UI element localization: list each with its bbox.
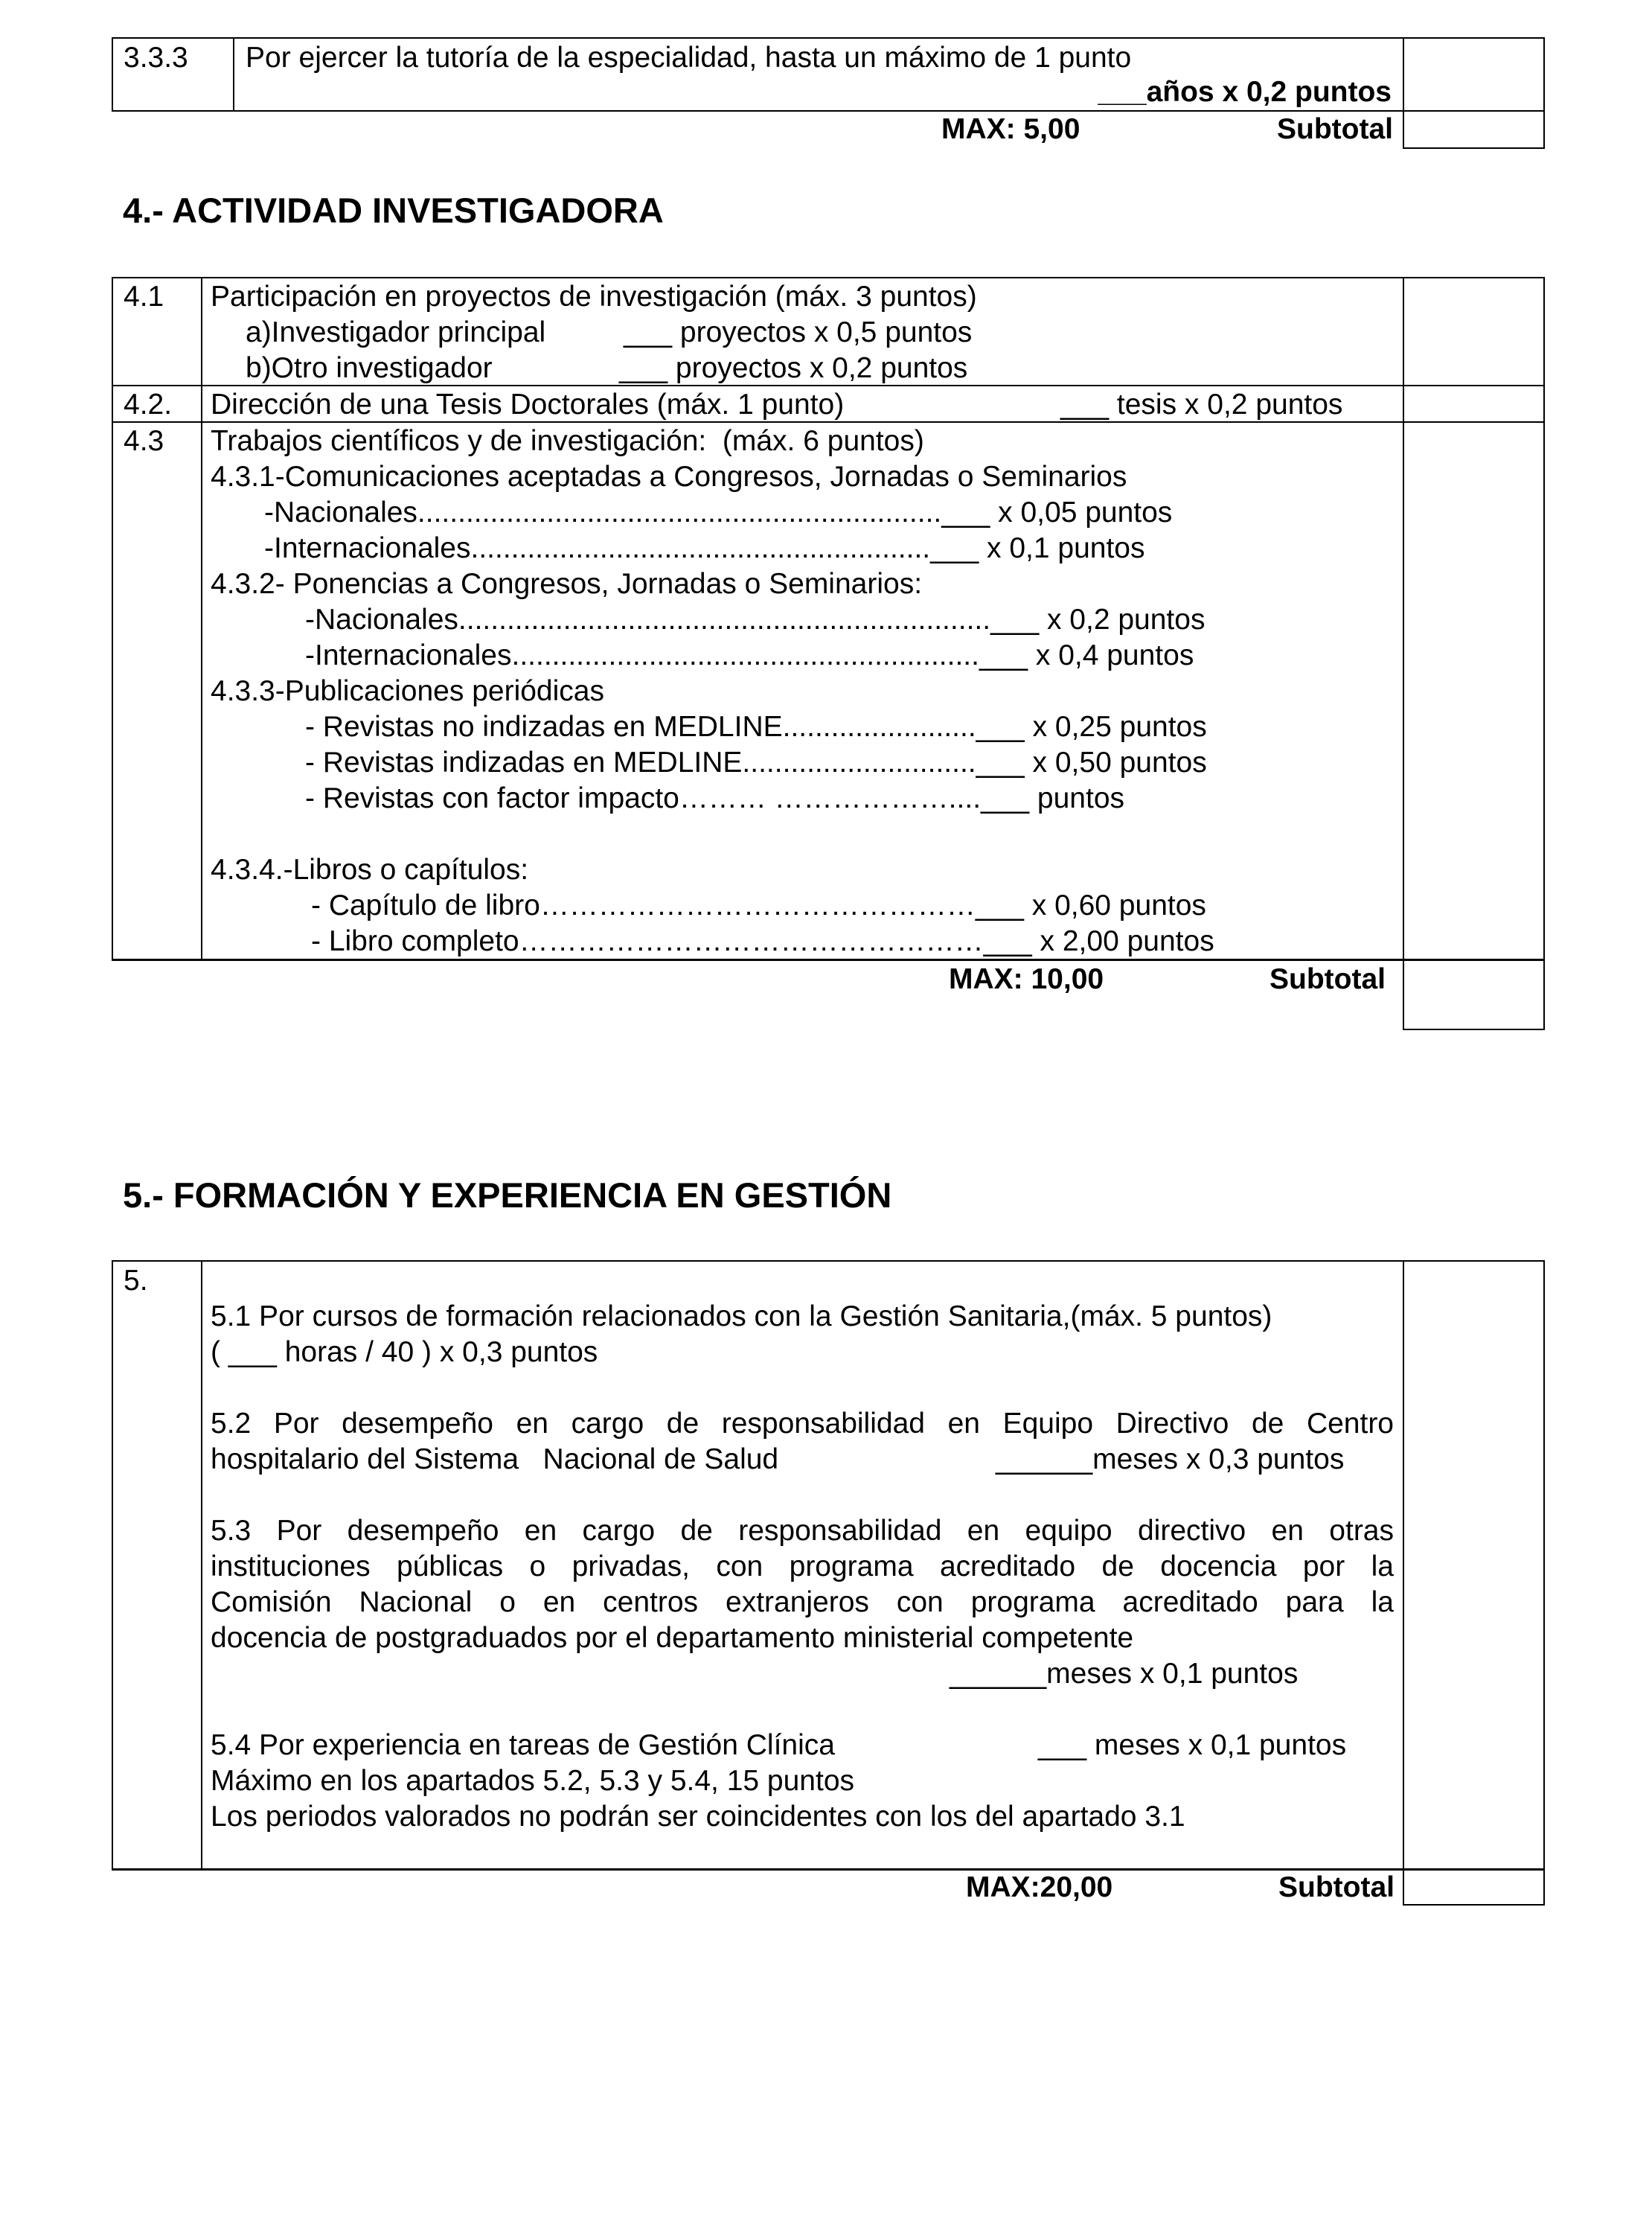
row-text: Participación en proyectos de investigación (máx. 3 puntos) — [211, 281, 977, 313]
col-divider — [233, 37, 234, 112]
row-code: 4.2. — [124, 389, 173, 421]
subsection-433: 4.3.3-Publicaciones periódicas — [211, 675, 604, 707]
row-formula: ___ proyectos x 0,2 puntos — [619, 352, 968, 384]
row-text: Dirección de una Tesis Doctorales (máx. 1 punto) — [211, 389, 845, 421]
row-code: 5. — [124, 1265, 148, 1297]
line-item: - Revistas indizadas en MEDLINE.............................___ x 0,50 puntos — [305, 747, 1207, 779]
item-text: 5.1 Por cursos de formación relacionados con la Gestión Sanitaria,(máx. 5 puntos) — [211, 1300, 1272, 1332]
col-divider — [1403, 277, 1404, 960]
item-text: docencia de postgraduados por el departamento ministerial competente — [211, 1622, 1134, 1654]
col-divider — [201, 1260, 202, 1870]
subsection-434: 4.3.4.-Libros o capítulos: — [211, 854, 529, 886]
item-formula: ______meses x 0,1 puntos — [950, 1658, 1299, 1690]
row-formula: ___ proyectos x 0,5 puntos — [624, 316, 973, 348]
row-formula: ___ tesis x 0,2 puntos — [1060, 389, 1343, 421]
line-item: -Internacionales.........................................................___ x 0,1 puntos — [264, 532, 1145, 564]
item-text: instituciones públicas o privadas, con programa acreditado de docencia por la — [211, 1550, 1394, 1582]
subtotal-label: Subtotal — [1277, 113, 1393, 145]
col-divider — [1403, 1260, 1404, 1870]
item-note: Máximo en los apartados 5.2, 5.3 y 5.4, 15 puntos — [211, 1765, 855, 1797]
subtotal-label: Subtotal — [1278, 1871, 1395, 1903]
max-label: MAX:20,00 — [966, 1871, 1113, 1903]
item-text: 5.3 Por desempeño en cargo de responsabilidad en equipo directivo en otras — [211, 1515, 1394, 1547]
item-text: Comisión Nacional o en centros extranjeros con programa acreditado para la — [211, 1586, 1394, 1618]
line-item: -Nacionales.................................................................___ x 0,05 puntos — [264, 496, 1173, 528]
subtotal-field[interactable] — [1403, 1868, 1545, 1906]
row-subitem: a)Investigador principal — [246, 316, 546, 348]
line-item: - Revistas no indizadas en MEDLINE........................___ x 0,25 puntos — [305, 711, 1207, 743]
row-divider — [112, 959, 1545, 961]
item-text: 5.4 Por experiencia en tareas de Gestión Clínica — [211, 1729, 835, 1761]
max-label: MAX: 5,00 — [941, 113, 1080, 145]
section-4-title: 4.- ACTIVIDAD INVESTIGADORA — [123, 191, 664, 230]
col-divider — [1403, 37, 1404, 112]
item-text: hospitalario del Sistema Nacional de Salud — [211, 1443, 779, 1475]
row-code: 3.3.3 — [124, 42, 188, 74]
row-text: Por ejercer la tutoría de la especialidad, hasta un máximo de 1 punto — [246, 42, 1132, 74]
item-text: 5.2 Por desempeño en cargo de responsabilidad en Equipo Directivo de Centro — [211, 1408, 1394, 1440]
section-5-title: 5.- FORMACIÓN Y EXPERIENCIA EN GESTIÓN — [123, 1175, 892, 1215]
row-text: Trabajos científicos y de investigación: (máx. 6 puntos) — [211, 425, 924, 457]
row-code: 4.1 — [124, 281, 164, 313]
line-item: - Capítulo de libro………………………………………___ x 0,60 puntos — [311, 889, 1206, 922]
line-item: -Internacionales..........................................................___ x 0,4 puntos — [305, 639, 1194, 671]
row-code: 4.3 — [124, 425, 164, 457]
subtotal-label: Subtotal — [1270, 963, 1386, 995]
subsection-431: 4.3.1-Comunicaciones aceptadas a Congresos, Jornadas o Seminarios — [211, 461, 1127, 493]
subtotal-field[interactable] — [1403, 110, 1545, 149]
line-item: - Revistas con factor impacto……… ………………....___ puntos — [305, 782, 1125, 814]
line-item: - Libro completo…………………………………………___ x 2,00 puntos — [311, 925, 1214, 957]
item-formula: ( ___ horas / 40 ) x 0,3 puntos — [211, 1336, 598, 1368]
col-divider — [201, 277, 202, 960]
max-label: MAX: 10,00 — [949, 963, 1104, 995]
item-note: Los periodos valorados no podrán ser coincidentes con los del apartado 3.1 — [211, 1801, 1185, 1833]
item-formula: ______meses x 0,3 puntos — [996, 1443, 1345, 1475]
line-item: -Nacionales..................................................................___ x 0,2 puntos — [305, 604, 1206, 636]
row-formula: ___años x 0,2 puntos — [1098, 76, 1392, 108]
item-formula: ___ meses x 0,1 puntos — [1038, 1729, 1347, 1761]
subsection-432: 4.3.2- Ponencias a Congresos, Jornadas o Seminarios: — [211, 568, 923, 600]
subtotal-field[interactable] — [1403, 959, 1545, 1030]
row-subitem: b)Otro investigador — [246, 352, 493, 384]
